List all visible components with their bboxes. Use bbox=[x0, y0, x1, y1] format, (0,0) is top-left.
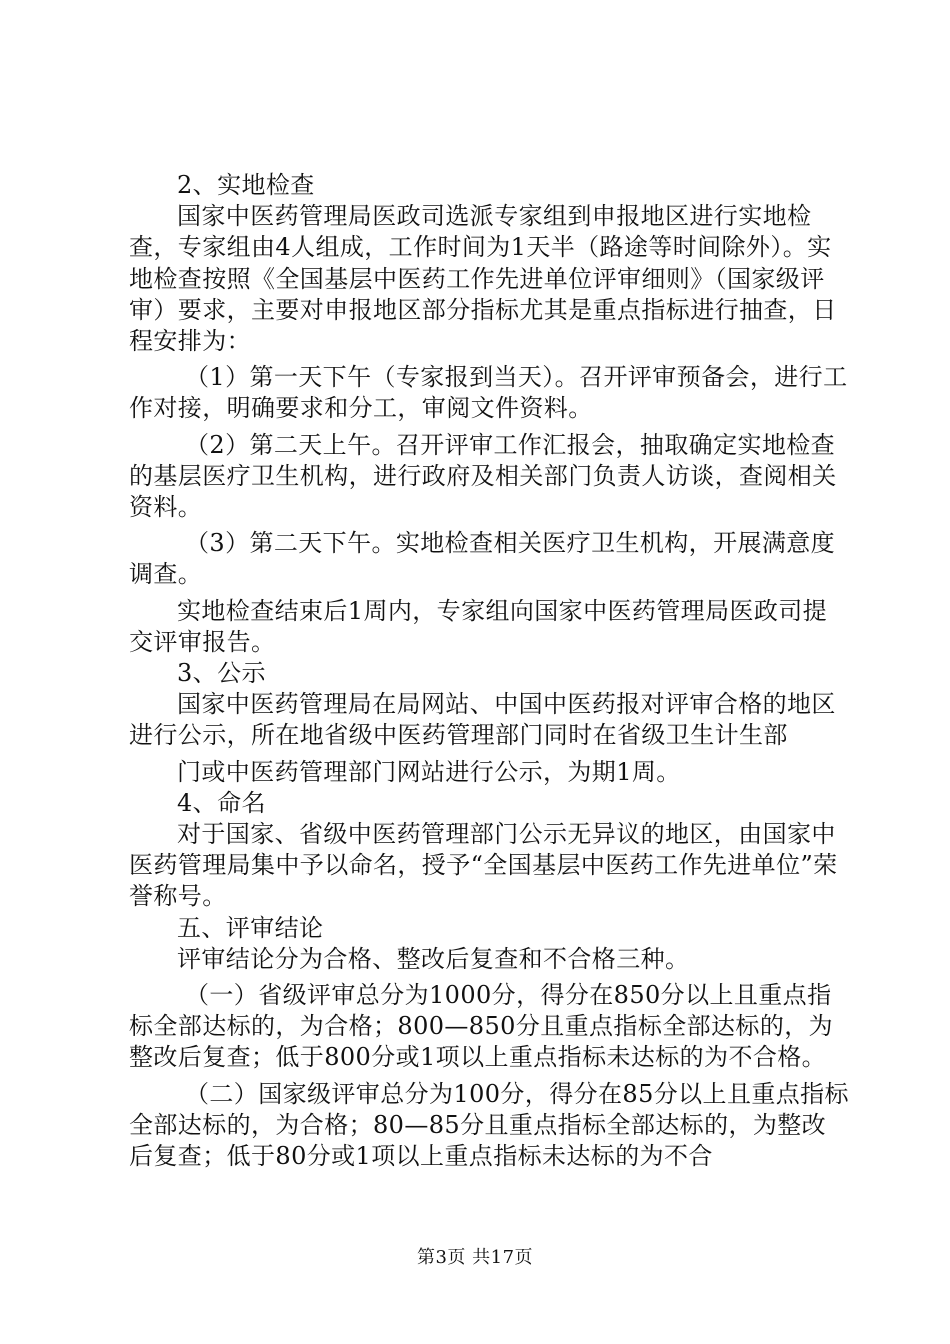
list-item: （3）第二天下午。实地检查相关医疗卫生机构，开展满意度调查。 bbox=[129, 529, 836, 589]
document-body bbox=[129, 170, 849, 1172]
list-item: （二）国家级评审总分为100分，得分在85分以上且重点指标全部达标的，为合格；80—85分且重点指标全部达标的，为整改后复查；低于80分或1项以上重点指标未达标的为不合 bbox=[129, 1079, 849, 1171]
paragraph: 国家中医药管理局在局网站、中国中医药报对评审合格的地区进行公示，所在地省级中医药管理部门同时在省级卫生计生部 bbox=[129, 690, 836, 750]
paragraph: 实地检查结束后1周内，专家组向国家中医药管理局医政司提交评审报告。 bbox=[129, 596, 828, 656]
list-item: （1）第一天下午（专家报到当天）。召开评审预备会，进行工作对接，明确要求和分工，审阅文件资料。 bbox=[129, 363, 848, 423]
paragraph: 门或中医药管理部门网站进行公示，为期1周。 bbox=[177, 757, 681, 786]
list-item: （一）省级评审总分为1000分，得分在850分以上且重点指标全部达标的，为合格；800—850分且重点指标全部达标的，为整改后复查；低于800分或1项以上重点指标未达标的为不合格。 bbox=[129, 981, 834, 1072]
list-item: （2）第二天上午。召开评审工作汇报会，抽取确定实地检查的基层医疗卫生机构，进行政府及相关部门负责人访谈，查阅相关资料。 bbox=[129, 430, 837, 522]
paragraph: 评审结论分为合格、整改后复查和不合格三种。 bbox=[177, 944, 690, 973]
section-heading: 五、评审结论 bbox=[177, 913, 324, 942]
page-indicator: 第3页 共17页 bbox=[416, 1247, 534, 1268]
paragraph: 对于国家、省级中医药管理部门公示无异议的地区，由国家中医药管理局集中予以命名，授予“全国基层中医药工作先进单位”荣誉称号。 bbox=[129, 820, 838, 911]
paragraph: 国家中医药管理局医政司选派专家组到申报地区进行实地检查，专家组由4人组成，工作时间为1天半（路途等时间除外）。实地检查按照《全国基层中医药工作先进单位评审细则》（国家级评审）要求，主要对申报地区部分指标尤其是重点指标进行抽查，日程安排为： bbox=[129, 202, 837, 356]
section-heading: 3、公示 bbox=[177, 659, 266, 688]
section-heading: 4、命名 bbox=[177, 788, 266, 817]
section-heading: 2、实地检查 bbox=[177, 171, 315, 199]
